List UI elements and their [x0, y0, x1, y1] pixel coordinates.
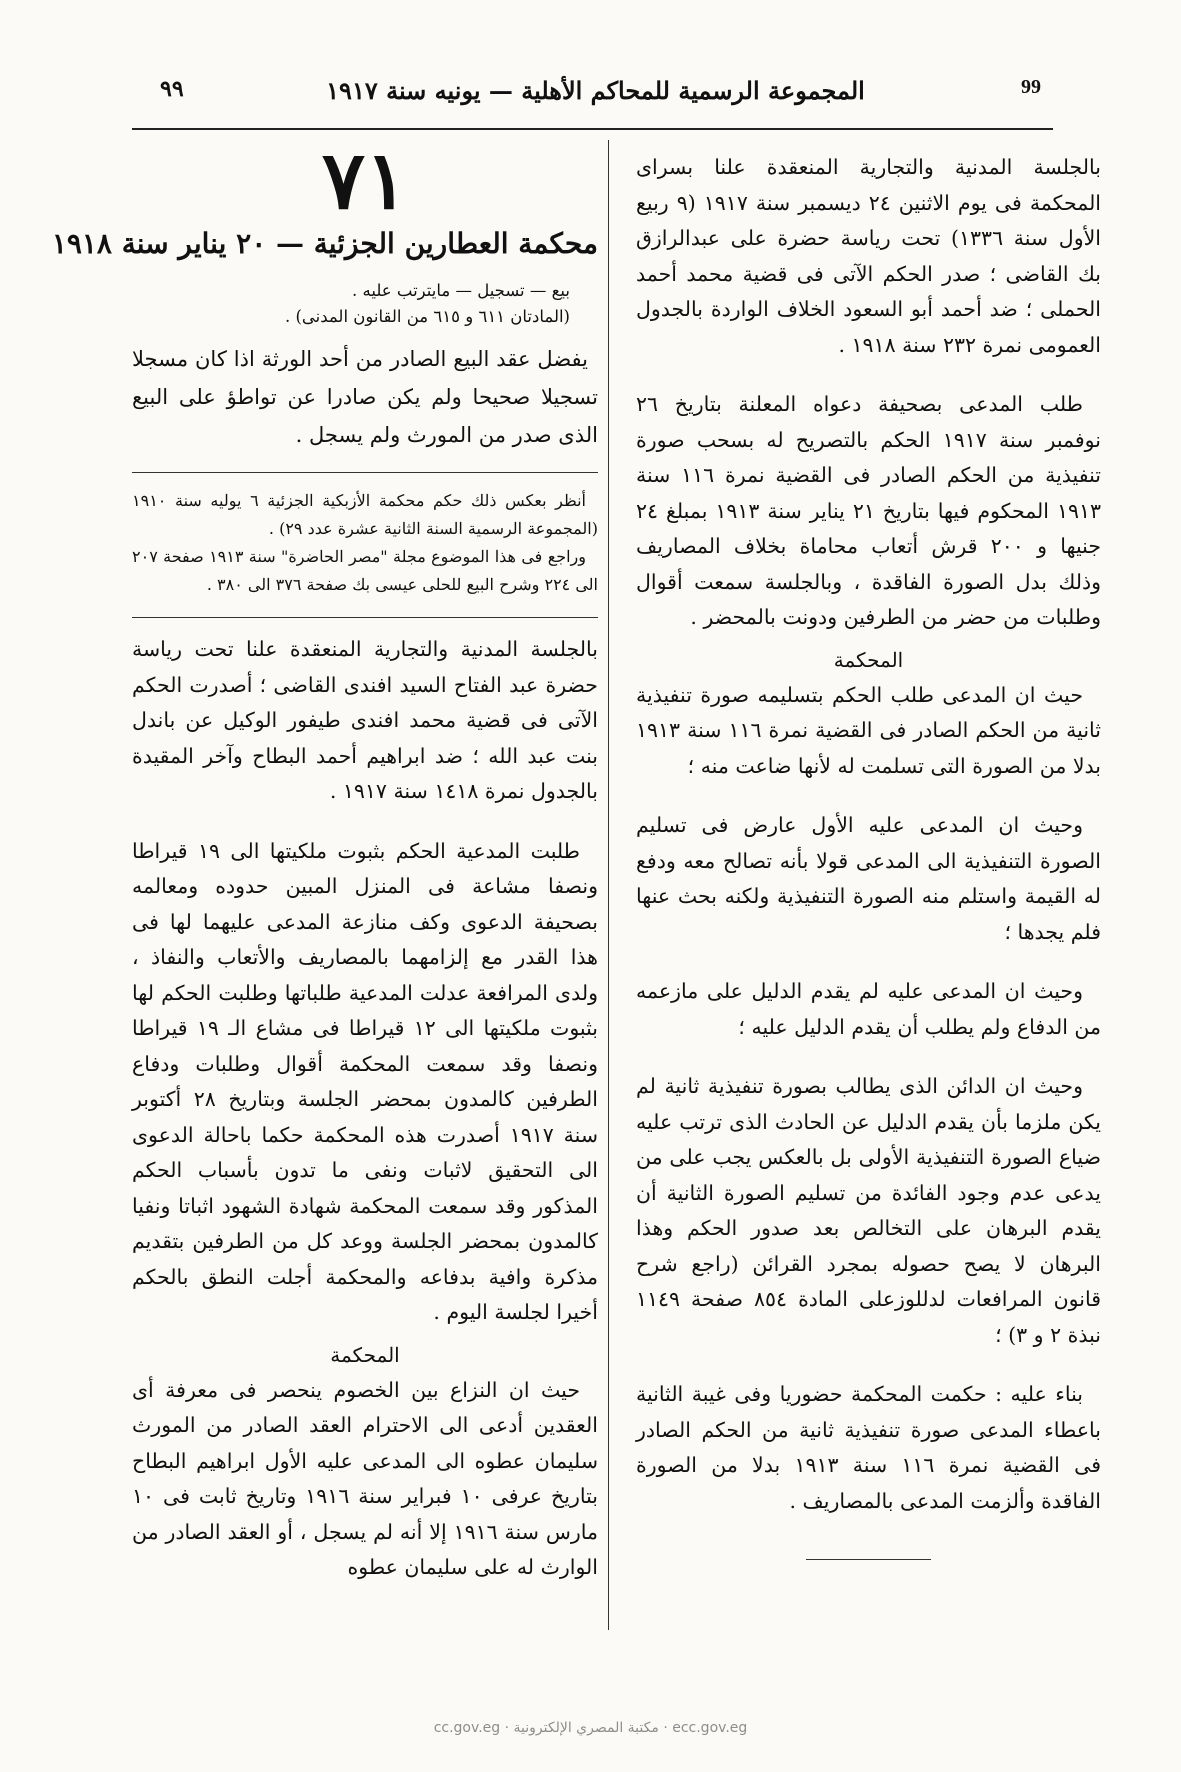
- body-separator: [132, 617, 598, 618]
- note-1: أنظر بعكس ذلك حكم محكمة الأزبكية الجزئية ٦ يوليه سنة ١٩١٠ (المجموعة الرسمية السنة الثانية عشرة عدد ٢٩) .: [132, 491, 598, 538]
- end-rule: [806, 1559, 931, 1560]
- notes: [132, 487, 598, 599]
- law-articles: (المادتان ٦١١ و ٦١٥ من القانون المدنى) .: [284, 307, 570, 326]
- reasoning-paragraph-2: وحيث ان المدعى عليه الأول عارض فى تسليم الصورة التنفيذية الى المدعى قولا بأنه تصالح معه ودفع له القيمة واستلم منه الصورة التنفيذية ولكنه بحث عنها فلم يجدها ؛: [636, 813, 1101, 944]
- court-heading: المحكمة: [833, 647, 904, 672]
- notes-separator: [132, 472, 598, 473]
- column-divider: [608, 140, 609, 1630]
- page-number-left: ٩٩: [160, 76, 184, 102]
- left-column: [51, 133, 599, 1586]
- header-rule: [132, 128, 1053, 130]
- reasoning-paragraph-1: حيث ان المدعى طلب الحكم بتسليمه صورة تنفيذية ثانية من الحكم الصادر فى القضية نمرة ١١٦ سنة ١٩١٣ بدلا من الصورة التى تسلمت له لأنها ضاعت منه ؛: [636, 682, 1101, 778]
- reasoning-paragraph-4: وحيث ان الدائن الذى يطالب بصورة تنفيذية ثانية لم يكن ملزما بأن يقدم الدليل عن الحادث الذى ترتب عليه ضياع الصورة التنفيذية الأولى بل بالعكس يجب على من يدعى عدم وجود الفائدة من تسليم الصورة الثانية أن يقدم البرهان على التخالص بعد صدور الحكم وهذا البرهان لا يصح حصوله بمجرد القرائن (راجع شرح قانون المرافعات لدللوزعلى المادة ٨٥٤ صفحة ١١٤٩ نبذة ٢ و ٣) ؛: [636, 1074, 1101, 1347]
- keywords: بيع — تسجيل — مايترتب عليه .: [352, 281, 570, 300]
- note-2: وراجع فى هذا الموضوع مجلة "مصر الحاضرة" سنة ١٩١٣ صفحة ٢٠٧ الى ٢٢٤ وشرح البيع للحلى عيسى بك صفحة ٣٧٦ الى ٣٨٠ .: [132, 547, 598, 594]
- court-heading-2: المحكمة: [330, 1342, 400, 1367]
- verdict-paragraph: بناء عليه : حكمت المحكمة حضوريا وفى غيبة الثانية باعطاء المدعى صورة تنفيذية ثانية من الحكم الصادر فى القضية نمرة ١١٦ سنة ١٩١٣ بدلا من الصورة الفاقدة وألزمت المدعى بالمصاريف .: [636, 1382, 1101, 1513]
- right-column: [636, 150, 1101, 1560]
- principle-summary: يفضل عقد البيع الصادر من أحد الورثة اذا كان مسجلا تسجيلا صحيحا ولم يكن صادرا عن تواطؤ على البيع الذى صدر من المورث ولم يسجل .: [132, 347, 598, 447]
- court-title: محكمة العطارين الجزئية — ٢٠ يناير سنة ١٩١٨: [51, 227, 598, 260]
- reasoning-paragraph-left: حيث ان النزاع بين الخصوم ينحصر فى معرفة أى العقدين أدعى الى الاحترام العقد الصادر من المورث سليمان عطوه الى المدعى عليه الأول ابراهيم البطاح بتاريخ عرفى ١٠ فبراير سنة ١٩١٦ وتاريخ ثابت فى ١٠ مارس سنة ١٩١٦ إلا أنه لم يسجل ، أو العقد الصادر من الوارث له على سليمان عطوه: [132, 1377, 598, 1579]
- judgment-session-paragraph: بالجلسة المدنية والتجارية المنعقدة علنا بسراى المحكمة فى يوم الاثنين ٢٤ ديسمبر سنة ١٩١٧ (٩ ربيع الأول سنة ١٣٣٦) تحت رياسة حضرة على عبدالرازق بك القاضى ؛ صدر الحكم الآتى فى قضية محمد أحمد الحملى ؛ ضد أحمد أبو السعود الخلاف الواردة بالجدول العمومى نمرة ٢٣٢ سنة ١٩١٨ .: [636, 155, 1102, 357]
- page-number-right: 99: [1021, 76, 1041, 98]
- reasoning-paragraph-3: وحيث ان المدعى عليه لم يقدم الدليل على مازعمه من الدفاع ولم يطلب أن يقدم الدليل عليه ؛: [636, 979, 1101, 1039]
- claim-paragraph: طلب المدعى بصحيفة دعواه المعلنة بتاريخ ٢٦ نوفمبر سنة ١٩١٧ الحكم بالتصريح له بسحب صورة تنفيذية من الحكم الصادر فى القضية نمرة ١١٦ سنة ١٩١٣ المحكوم فيها بتاريخ ٢١ يناير سنة ١٩١٣ بمبلغ ٢٤ جنيها و ٢٠٠ قرش أتعاب محاماة بخلاف المصاريف وذلك بدل الصورة الفاقدة ، وبالجلسة سمعت أقوال وطلبات من حضر من الطرفين ودونت بالمحضر .: [636, 392, 1102, 629]
- running-header: [150, 76, 1041, 116]
- header-title: المجموعة الرسمية للمحاكم الأهلية — يونيه سنة ١٩١٧: [326, 76, 865, 105]
- case-number: ٧١: [322, 133, 408, 227]
- judgment-session-paragraph-2: بالجلسة المدنية والتجارية المنعقدة علنا تحت رياسة حضرة عبد الفتاح السيد افندى القاضى ؛ أصدرت الحكم الآتى فى قضية محمد افندى طيفور الوكيل عن باندل بنت عبد الله ؛ ضد ابراهيم أحمد البطاح وآخر المقيدة بالجدول نمرة ١٤١٨ سنة ١٩١٧ .: [132, 637, 598, 803]
- claim-paragraph-2: طلبت المدعية الحكم بثبوت ملكيتها الى ١٩ قيراطا ونصفا مشاعة فى المنزل المبين حدوده ومعالمه بصحيفة الدعوى وكف منازعة المدعى عليهما لها فى هذا القدر مع إلزامهما بالمصاريف والأتعاب والنفاذ ، ولدى المرافعة عدلت المدعية طلباتها وطلبت الحكم لها بثبوت ملكيتها الى ١٢ قيراطا فى مشاع الـ ١٩ قيراطا ونصفا وقد سمعت المحكمة أقوال وطلبات ودفاع الطرفين كالمدون بمحضر الجلسة وبتاريخ ٢٨ أكتوبر سنة ١٩١٧ أصدرت هذه المحكمة حكما باحالة الدعوى الى التحقيق لاثبات ونفى ما تدون بأسباب الحكم المذكور وقد سمعت المحكمة شهادة الشهود اثباتا ونفيا كالمدون بمحضر الجلسة ووعد كل من الطرفين بتقديم مذكرة وافية بدفاعه والمحكمة أجلت النطق بالحكم أخيرا لجلسة اليوم .: [132, 838, 599, 1324]
- footer-watermark: cc.gov.eg · مكتبة المصري الإلكترونية · ecc.gov.eg: [433, 1720, 748, 1736]
